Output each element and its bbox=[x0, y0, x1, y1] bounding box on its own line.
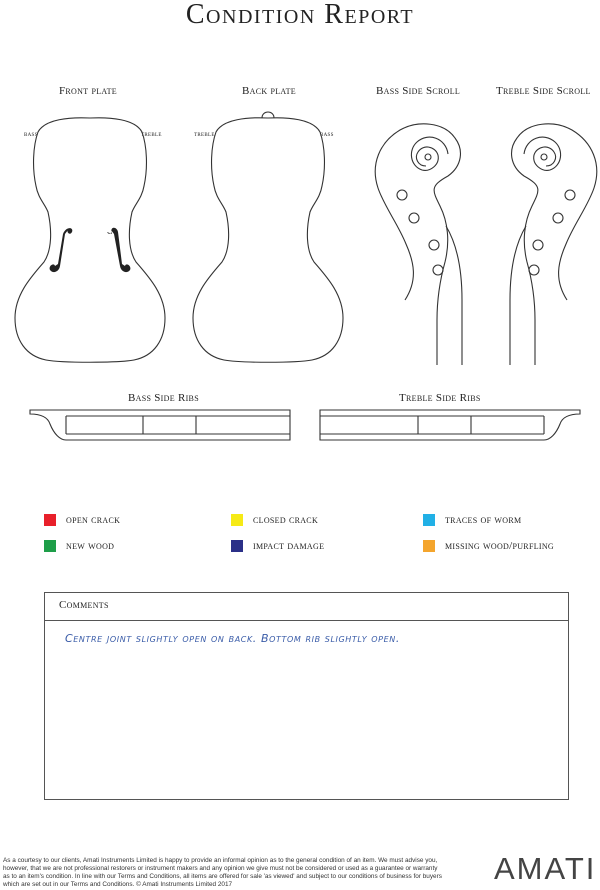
bass-side-ribs-label: Bass Side Ribs bbox=[128, 392, 199, 404]
legend-label-open-crack: open crack bbox=[66, 514, 121, 526]
treble-ribs-outline bbox=[320, 410, 580, 440]
bass-ribs-outline bbox=[30, 410, 290, 440]
legend-swatch-new-wood bbox=[44, 540, 56, 552]
legend-item-new-wood bbox=[44, 539, 114, 553]
legend-swatch-open-crack bbox=[44, 514, 56, 526]
legend-swatch-closed-crack bbox=[231, 514, 243, 526]
amati-logo: AMATI bbox=[494, 851, 597, 886]
comments-title: Comments bbox=[59, 599, 109, 611]
bass-scroll-volute bbox=[411, 137, 448, 170]
back-plate-button bbox=[262, 112, 274, 118]
bass-scroll-inner bbox=[446, 226, 462, 365]
handwritten-comment: Centre joint slightly open on back. Bottom rib slightly open. bbox=[65, 632, 400, 645]
treble-peg-hole-4 bbox=[529, 265, 539, 275]
back-bass-side-label: bass bbox=[320, 130, 334, 138]
legend-label-missing-wood-purfling: missing wood/purfling bbox=[445, 540, 555, 552]
front-bass-side-label: bass bbox=[24, 130, 38, 138]
bass-side-scroll-label: Bass Side Scroll bbox=[376, 85, 461, 97]
front-treble-side-label: treble bbox=[141, 130, 162, 138]
treble-peg-hole-2 bbox=[553, 213, 563, 223]
legend-swatch-traces-of-worm bbox=[423, 514, 435, 526]
legend-item-missing-wood-purfling bbox=[423, 539, 554, 553]
bass-peg-hole-2 bbox=[409, 213, 419, 223]
page-title: Condition Report bbox=[185, 0, 415, 30]
legend-swatch-missing-wood-purfling bbox=[423, 540, 435, 552]
legend-label-impact-damage: impact damage bbox=[253, 540, 325, 552]
front-plate-f-hole-right bbox=[107, 228, 130, 272]
legend-label-traces-of-worm: traces of worm bbox=[445, 514, 522, 526]
front-plate-label: Front plate bbox=[59, 85, 117, 97]
bass-peg-hole-4 bbox=[433, 265, 443, 275]
comments-header bbox=[45, 593, 568, 621]
treble-scroll-inner bbox=[510, 226, 526, 365]
comments-box[interactable] bbox=[44, 592, 569, 800]
bass-scroll-outline bbox=[375, 124, 460, 365]
legend-item-traces-of-worm bbox=[423, 513, 521, 527]
legend-swatch-impact-damage bbox=[231, 540, 243, 552]
front-plate-outline bbox=[15, 118, 165, 362]
treble-scroll-outline bbox=[512, 124, 597, 365]
treble-scroll-volute bbox=[524, 137, 561, 170]
legend-label-closed-crack: closed crack bbox=[253, 514, 319, 526]
treble-scroll-volute-eye bbox=[541, 154, 547, 160]
bass-peg-hole-3 bbox=[429, 240, 439, 250]
treble-side-ribs-label: Treble Side Ribs bbox=[399, 392, 481, 404]
treble-side-scroll-label: Treble Side Scroll bbox=[496, 85, 591, 97]
legend-item-open-crack bbox=[44, 513, 120, 527]
bass-peg-hole-1 bbox=[397, 190, 407, 200]
treble-peg-hole-3 bbox=[533, 240, 543, 250]
front-plate-f-hole-left bbox=[50, 228, 73, 272]
legend-item-closed-crack bbox=[231, 513, 318, 527]
back-plate-outline bbox=[193, 118, 343, 362]
legend-item-impact-damage bbox=[231, 539, 324, 553]
bass-scroll-volute-eye bbox=[425, 154, 431, 160]
disclaimer-text: As a courtesy to our clients, Amati Instruments Limited is happy to provide an informal opinion as to the general condition of an item. We must advise you, however, that we are not professional restorers or instrument makers and any opinion we give must not be considered or used as a guarantee or warranty as to an item's condition. In line with our Terms and Conditions, all items are offered for sale 'as viewed' and subject to our conditions of business for buyers which are set out in our Terms and Conditions. © Amati Instruments Limited 2017 bbox=[3, 857, 442, 888]
back-plate-label: Back plate bbox=[242, 85, 296, 97]
back-treble-side-label: treble bbox=[194, 130, 215, 138]
treble-peg-hole-1 bbox=[565, 190, 575, 200]
legend-label-new-wood: new wood bbox=[66, 540, 115, 552]
